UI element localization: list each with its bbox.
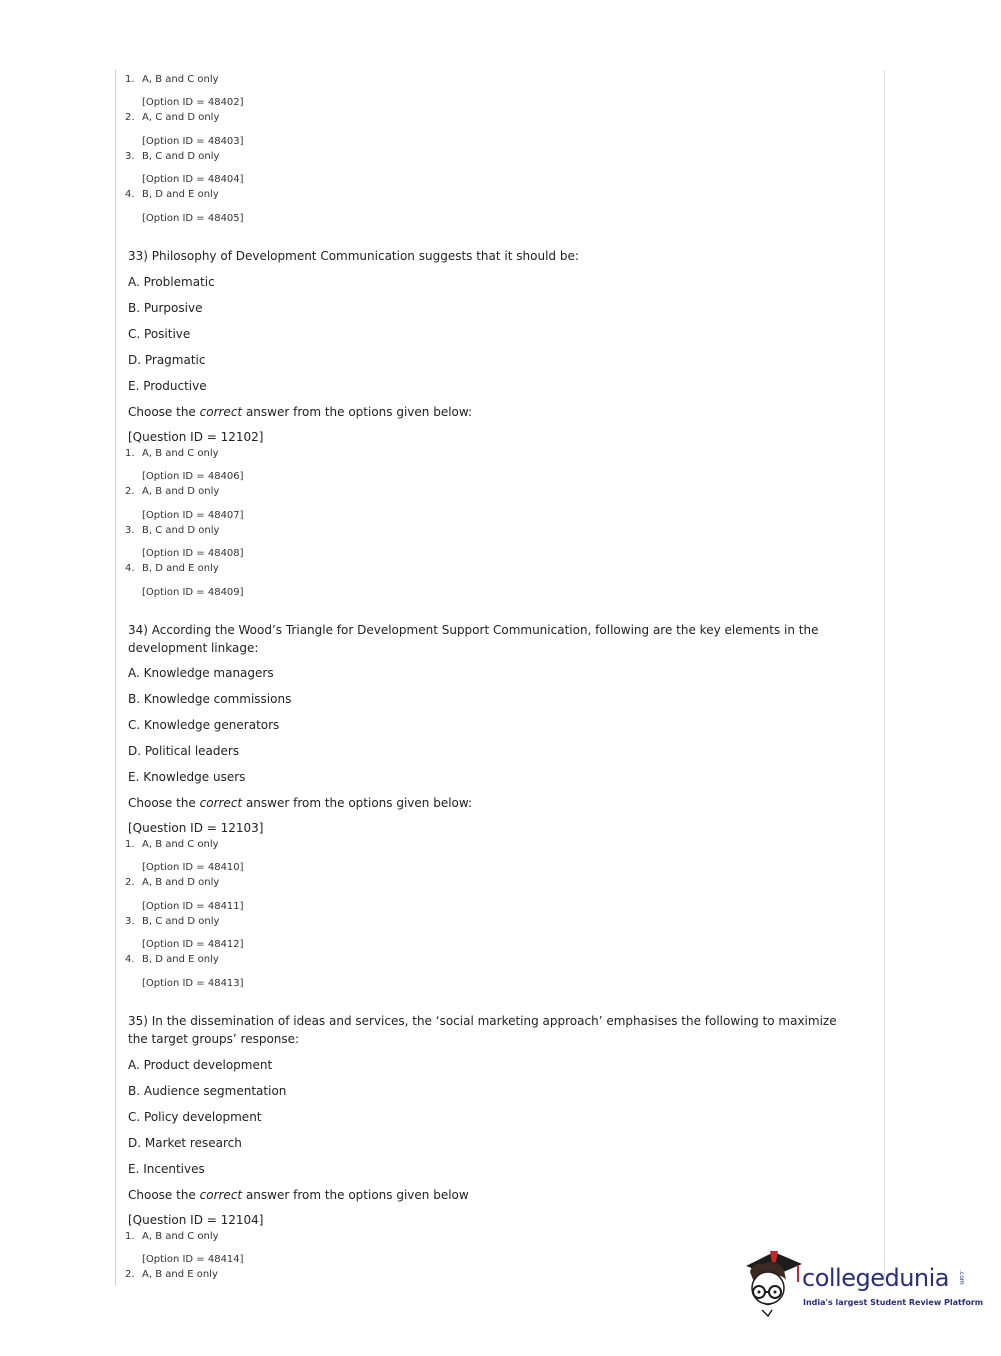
instruction-emphasis: correct xyxy=(199,796,243,810)
right-border-line xyxy=(884,70,885,1285)
question-id: [Question ID = 12103] xyxy=(128,821,264,835)
instruction-text: Choose the xyxy=(128,796,200,810)
option-id: [Option ID = 48408] xyxy=(142,548,244,559)
statement-c: C. Knowledge generators xyxy=(128,718,280,732)
question-id: [Question ID = 12102] xyxy=(128,430,264,444)
option-text: B, D and E only xyxy=(142,189,219,200)
option-text: A, C and D only xyxy=(142,112,220,123)
option-number: 2. xyxy=(125,1269,135,1280)
option-text: A, B and E only xyxy=(142,1269,218,1280)
option-number: 2. xyxy=(125,877,135,888)
option-text: A, B and D only xyxy=(142,486,220,497)
statement-d: D. Political leaders xyxy=(128,744,240,758)
option-number: 1. xyxy=(125,448,135,459)
statement-c: C. Positive xyxy=(128,327,191,341)
option-id: [Option ID = 48409] xyxy=(142,587,244,598)
option-id: [Option ID = 48402] xyxy=(142,97,244,108)
instruction-emphasis: correct xyxy=(199,1188,243,1202)
instruction-text: Choose the xyxy=(128,405,200,419)
statement-b: B. Audience segmentation xyxy=(128,1084,287,1098)
option-id: [Option ID = 48414] xyxy=(142,1254,244,1265)
option-id: [Option ID = 48412] xyxy=(142,939,244,950)
option-text: B, D and E only xyxy=(142,563,219,574)
option-text: A, B and D only xyxy=(142,877,220,888)
option-text: B, C and D only xyxy=(142,525,220,536)
option-text: B, C and D only xyxy=(142,916,220,927)
option-number: 1. xyxy=(125,839,135,850)
choose-instruction xyxy=(128,795,472,812)
statement-d: D. Pragmatic xyxy=(128,353,206,367)
statement-e: E. Productive xyxy=(128,379,207,393)
option-number: 4. xyxy=(125,954,135,965)
option-id: [Option ID = 48407] xyxy=(142,510,244,521)
option-number: 1. xyxy=(125,74,135,85)
option-text: A, B and C only xyxy=(142,448,219,459)
option-id: [Option ID = 48411] xyxy=(142,901,244,912)
statement-b: B. Knowledge commissions xyxy=(128,692,292,706)
choose-instruction xyxy=(128,404,472,421)
collegedunia-logo xyxy=(742,1248,984,1318)
question-stem: 35) In the dissemination of ideas and services, the ‘social marketing approach’ emphasises the following to maximize the target groups’ response: xyxy=(128,1014,837,1046)
question-stem: 33) Philosophy of Development Communication suggests that it should be: xyxy=(128,249,579,263)
mascot-icon xyxy=(742,1248,804,1318)
option-id: [Option ID = 48404] xyxy=(142,174,244,185)
option-number: 4. xyxy=(125,563,135,574)
statement-a: A. Problematic xyxy=(128,275,215,289)
option-id: [Option ID = 48403] xyxy=(142,136,244,147)
statement-b: B. Purposive xyxy=(128,301,203,315)
option-number: 3. xyxy=(125,916,135,927)
left-border-line xyxy=(115,70,116,1285)
option-number: 4. xyxy=(125,189,135,200)
option-text: A, B and C only xyxy=(142,1231,219,1242)
logo-dotcom: .com xyxy=(958,1270,965,1285)
statement-c: C. Policy development xyxy=(128,1110,262,1124)
statement-e: E. Incentives xyxy=(128,1162,205,1176)
statement-e: E. Knowledge users xyxy=(128,770,246,784)
option-number: 3. xyxy=(125,151,135,162)
instruction-emphasis: correct xyxy=(199,405,243,419)
choose-instruction xyxy=(128,1187,469,1204)
option-number: 2. xyxy=(125,486,135,497)
statement-a: A. Product development xyxy=(128,1058,273,1072)
logo-wordmark: collegedunia xyxy=(802,1264,950,1292)
option-id: [Option ID = 48413] xyxy=(142,978,244,989)
option-text: A, B and C only xyxy=(142,74,219,85)
question-id: [Question ID = 12104] xyxy=(128,1213,264,1227)
option-text: B, C and D only xyxy=(142,151,220,162)
instruction-text: answer from the options given below: xyxy=(242,796,473,810)
option-number: 2. xyxy=(125,112,135,123)
option-id: [Option ID = 48410] xyxy=(142,862,244,873)
instruction-text: Choose the xyxy=(128,1188,200,1202)
option-text: A, B and C only xyxy=(142,839,219,850)
instruction-text: answer from the options given below xyxy=(242,1188,469,1202)
option-text: B, D and E only xyxy=(142,954,219,965)
statement-d: D. Market research xyxy=(128,1136,242,1150)
option-id: [Option ID = 48405] xyxy=(142,213,244,224)
question-stem: 34) According the Wood’s Triangle for Development Support Communication, following are the key elements in the development linkage: xyxy=(128,623,819,655)
option-number: 3. xyxy=(125,525,135,536)
option-number: 1. xyxy=(125,1231,135,1242)
logo-tagline: India's largest Student Review Platform xyxy=(803,1298,984,1307)
option-id: [Option ID = 48406] xyxy=(142,471,244,482)
statement-a: A. Knowledge managers xyxy=(128,666,274,680)
instruction-text: answer from the options given below: xyxy=(242,405,473,419)
